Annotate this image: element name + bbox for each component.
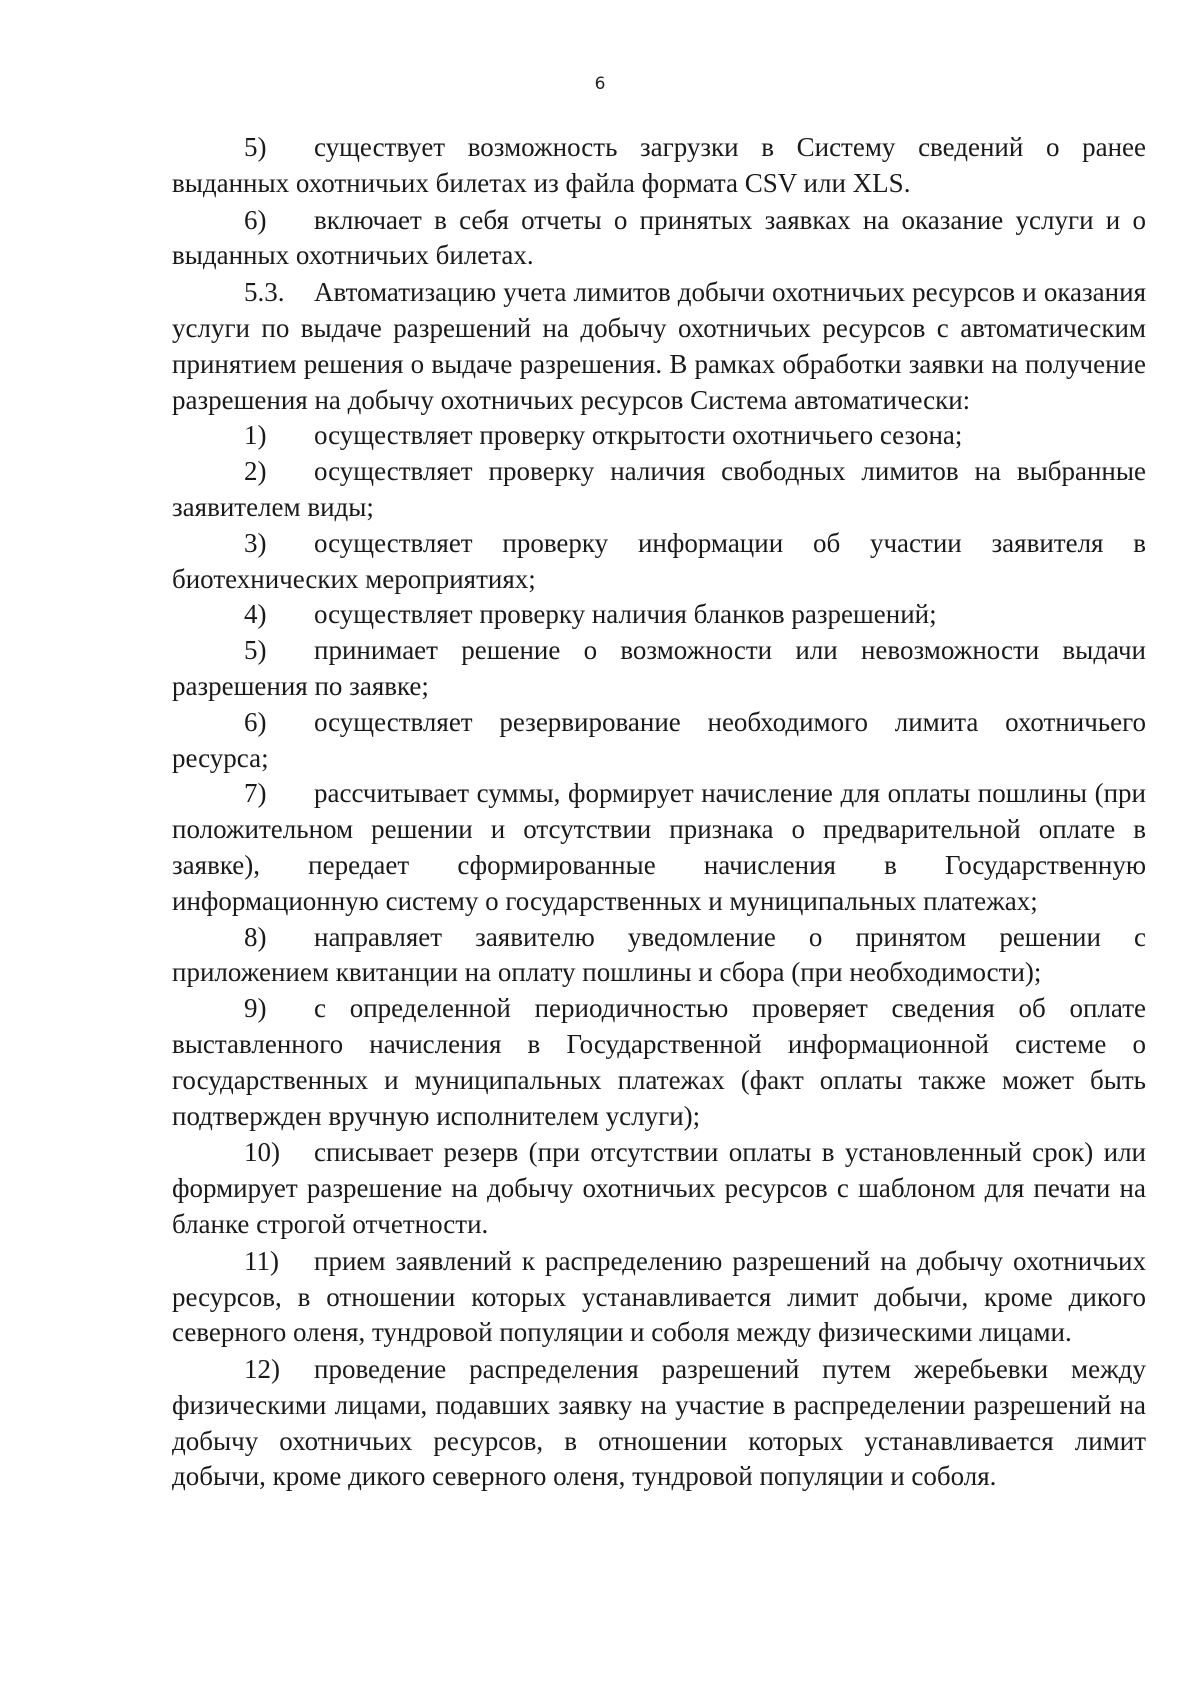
list-item xyxy=(172,418,1146,454)
item-text: принимает решение о возможности или невозможности выдачи разрешения по заявке; xyxy=(172,635,1146,701)
item-number: 2) xyxy=(244,456,267,487)
list-item xyxy=(172,597,1146,633)
item-number: 1) xyxy=(244,420,267,451)
page-number: 6 xyxy=(594,74,606,94)
list-item xyxy=(172,991,1146,1134)
item-number: 10) xyxy=(244,1137,280,1168)
item-number: 11) xyxy=(244,1245,279,1276)
item-text: осуществляет резервирование необходимого лимита охотничьего ресурса; xyxy=(172,706,1146,773)
list-item xyxy=(172,526,1146,598)
item-number: 4) xyxy=(244,599,267,630)
item-number: 5) xyxy=(244,132,267,162)
item-text: прием заявлений к распределению разрешений на добычу охотничьих ресурсов, в отношении которых устанавливается лимит добычи, кроме дикого северного оленя, тундровой популяции и соболя между физическими лицами. xyxy=(172,1245,1146,1348)
item-text: осуществляет проверку наличия бланков разрешений; xyxy=(314,599,937,630)
list-item xyxy=(172,1244,1146,1351)
list-item xyxy=(172,203,1146,275)
item-number: 5) xyxy=(244,635,267,666)
list-item xyxy=(172,920,1146,992)
list-item xyxy=(172,705,1146,777)
item-number: 8) xyxy=(244,921,267,952)
list-item xyxy=(172,633,1146,705)
list-item xyxy=(172,776,1146,919)
list-item xyxy=(172,454,1146,526)
section-number: 5.3. xyxy=(244,277,285,308)
item-number: 6) xyxy=(244,706,267,737)
item-number: 3) xyxy=(244,527,267,558)
item-number: 6) xyxy=(244,204,267,235)
item-text: направляет заявителю уведомление о принятом решении с приложением квитанции на оплату пошлины и сбора (при необходимости); xyxy=(172,921,1146,988)
section-paragraph xyxy=(172,275,1146,418)
item-text: включает в себя отчеты о принятых заявках на оказание услуги и о выданных охотничьих билетах. xyxy=(172,204,1146,271)
item-text: с определенной периодичностью проверяет сведения об оплате выставленного начисления в Государственной информационной системе о государственных и муниципальных платежах (факт оплаты также может быть подтвержден вручную исполнителем услуги); xyxy=(172,993,1146,1131)
item-text: осуществляет проверку наличия свободных лимитов на выбранные заявителем виды; xyxy=(172,456,1146,522)
document-body xyxy=(172,130,1146,1495)
item-text: проведение распределения разрешений путем жеребьевки между физическими лицами, подавших заявку на участие в распределении разрешений на добычу охотничьих ресурсов, в отношении которых устанавливается лимит добычи, кроме дикого северного оленя, тундровой популяции и соболя. xyxy=(172,1354,1146,1492)
item-text: осуществляет проверку информации об участии заявителя в биотехнических мероприятиях; xyxy=(172,527,1146,594)
item-number: 9) xyxy=(244,993,267,1024)
list-item xyxy=(172,130,1146,202)
item-text: рассчитывает суммы, формирует начисление для оплаты пошлины (при положительном решении и отсутствии признака о предварительной оплате в заявке), передает сформированные начисления в Государственную информационную систему о государственных и муниципальных платежах; xyxy=(172,778,1146,916)
section-text: Автоматизацию учета лимитов добычи охотничьих ресурсов и оказания услуги по выдаче разрешений на добычу охотничьих ресурсов с автоматическим принятием решения о выдаче разрешения. В рамках обработки заявки на получение разрешения на добычу охотничьих ресурсов Система автоматически: xyxy=(172,277,1146,415)
item-number: 7) xyxy=(244,778,267,809)
item-text: списывает резерв (при отсутствии оплаты в установленный срок) или формирует разрешение на добычу охотничьих ресурсов с шаблоном для печати на бланке строгой отчетности. xyxy=(172,1137,1146,1239)
item-text: существует возможность загрузки в Систему сведений о ранее выданных охотничьих билетах из файла формата CSV или XLS. xyxy=(172,132,1146,198)
item-text: осуществляет проверку открытости охотничьего сезона; xyxy=(314,420,963,451)
item-number: 12) xyxy=(244,1354,280,1385)
list-item xyxy=(172,1352,1146,1495)
list-item xyxy=(172,1135,1146,1242)
